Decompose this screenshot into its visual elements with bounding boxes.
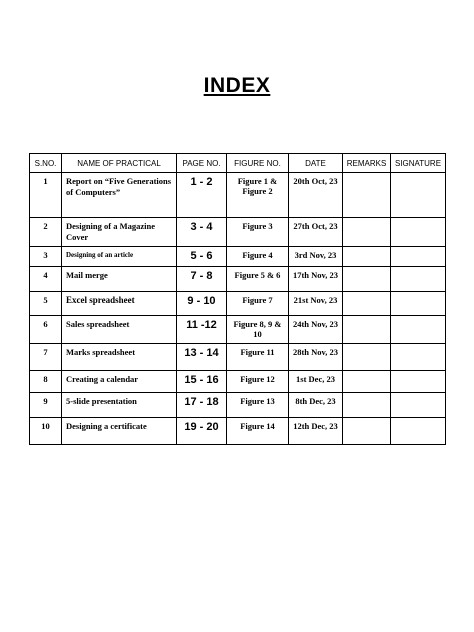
row-remarks xyxy=(343,344,391,371)
row-signature xyxy=(391,393,446,418)
row-signature xyxy=(391,316,446,344)
table-row xyxy=(30,218,446,247)
row-remarks xyxy=(343,247,391,267)
row-sno: 6 xyxy=(43,319,48,329)
row-signature xyxy=(391,267,446,292)
row-page: 19 - 20 xyxy=(184,421,219,433)
row-date: 21st Nov, 23 xyxy=(293,295,338,305)
row-remarks xyxy=(343,292,391,316)
row-figure: Figure 14 xyxy=(240,421,275,431)
table-row xyxy=(30,418,446,445)
row-sno: 4 xyxy=(43,270,48,280)
row-date: 3rd Nov, 23 xyxy=(294,250,337,260)
header-sno: S.NO. xyxy=(30,154,62,173)
row-figure: Figure 1 & Figure 2 xyxy=(237,176,278,196)
row-name: Excel spreadsheet xyxy=(66,295,135,305)
row-page: 5 - 6 xyxy=(190,250,213,262)
row-name: Marks spreadsheet xyxy=(66,347,136,357)
row-sno: 5 xyxy=(43,295,48,305)
row-signature xyxy=(391,344,446,371)
row-sno: 2 xyxy=(43,221,48,231)
row-date: 27th Oct, 23 xyxy=(293,221,338,231)
table-row xyxy=(30,173,446,218)
row-figure: Figure 5 & 6 xyxy=(234,270,281,280)
row-page: 13 - 14 xyxy=(184,347,219,359)
row-sno: 7 xyxy=(43,347,48,357)
row-name: Report on “Five Generations of Computers” xyxy=(66,176,172,197)
table-row xyxy=(30,292,446,316)
row-signature xyxy=(391,247,446,267)
row-date: 17th Nov, 23 xyxy=(292,270,339,280)
table-header-row xyxy=(30,154,446,173)
row-date: 8th Dec, 23 xyxy=(295,396,336,406)
row-sno: 8 xyxy=(43,374,48,384)
row-signature xyxy=(391,418,446,445)
header-page: PAGE NO. xyxy=(177,154,227,173)
table-row xyxy=(30,371,446,393)
row-remarks xyxy=(343,218,391,247)
row-page: 7 - 8 xyxy=(190,270,213,282)
row-date: 12th Dec, 23 xyxy=(293,421,338,431)
row-date: 1st Dec, 23 xyxy=(296,374,335,384)
index-table xyxy=(29,153,446,445)
row-sno: 9 xyxy=(43,396,48,406)
row-figure: Figure 12 xyxy=(240,374,275,384)
row-name: 5-slide presentation xyxy=(66,396,137,406)
row-name: Designing a certificate xyxy=(66,421,147,431)
row-signature xyxy=(391,173,446,218)
row-sno: 3 xyxy=(43,250,48,260)
row-name: Mail merge xyxy=(66,270,108,280)
header-figure: FIGURE NO. xyxy=(227,154,289,173)
header-name: NAME OF PRACTICAL xyxy=(62,154,177,173)
row-date: 28th Nov, 23 xyxy=(292,347,339,357)
row-remarks xyxy=(343,393,391,418)
table-row xyxy=(30,393,446,418)
row-date: 24th Nov, 23 xyxy=(292,319,339,329)
row-name: Creating a calendar xyxy=(66,374,139,384)
row-figure: Figure 11 xyxy=(240,347,275,357)
header-remarks: REMARKS xyxy=(343,154,391,173)
row-remarks xyxy=(343,418,391,445)
row-signature xyxy=(391,292,446,316)
row-name: Designing of a Magazine Cover xyxy=(66,221,156,242)
row-figure: Figure 3 xyxy=(242,221,273,231)
row-figure: Figure 7 xyxy=(242,295,273,305)
row-figure: Figure 13 xyxy=(240,396,275,406)
row-figure: Figure 8, 9 & 10 xyxy=(233,319,282,339)
row-sno: 1 xyxy=(43,176,48,186)
row-signature xyxy=(391,371,446,393)
row-page: 17 - 18 xyxy=(184,396,219,408)
row-remarks xyxy=(343,173,391,218)
row-page: 1 - 2 xyxy=(190,176,213,188)
row-figure: Figure 4 xyxy=(242,250,273,260)
table-row xyxy=(30,316,446,344)
table-row xyxy=(30,247,446,267)
row-page: 15 - 16 xyxy=(184,374,219,386)
row-page: 9 - 10 xyxy=(187,295,216,307)
header-signature: SIGNATURE xyxy=(391,154,446,173)
row-remarks xyxy=(343,371,391,393)
header-date: DATE xyxy=(289,154,343,173)
row-signature xyxy=(391,218,446,247)
row-name: Sales spreadsheet xyxy=(66,319,130,329)
row-remarks xyxy=(343,316,391,344)
page-title: INDEX xyxy=(203,74,271,97)
row-date: 20th Oct, 23 xyxy=(293,176,338,186)
row-page: 3 - 4 xyxy=(190,221,213,233)
row-page: 11 -12 xyxy=(186,319,217,331)
row-name: Designing of an article xyxy=(66,251,134,259)
table-row xyxy=(30,344,446,371)
table-row xyxy=(30,267,446,292)
row-remarks xyxy=(343,267,391,292)
row-sno: 10 xyxy=(41,421,50,431)
